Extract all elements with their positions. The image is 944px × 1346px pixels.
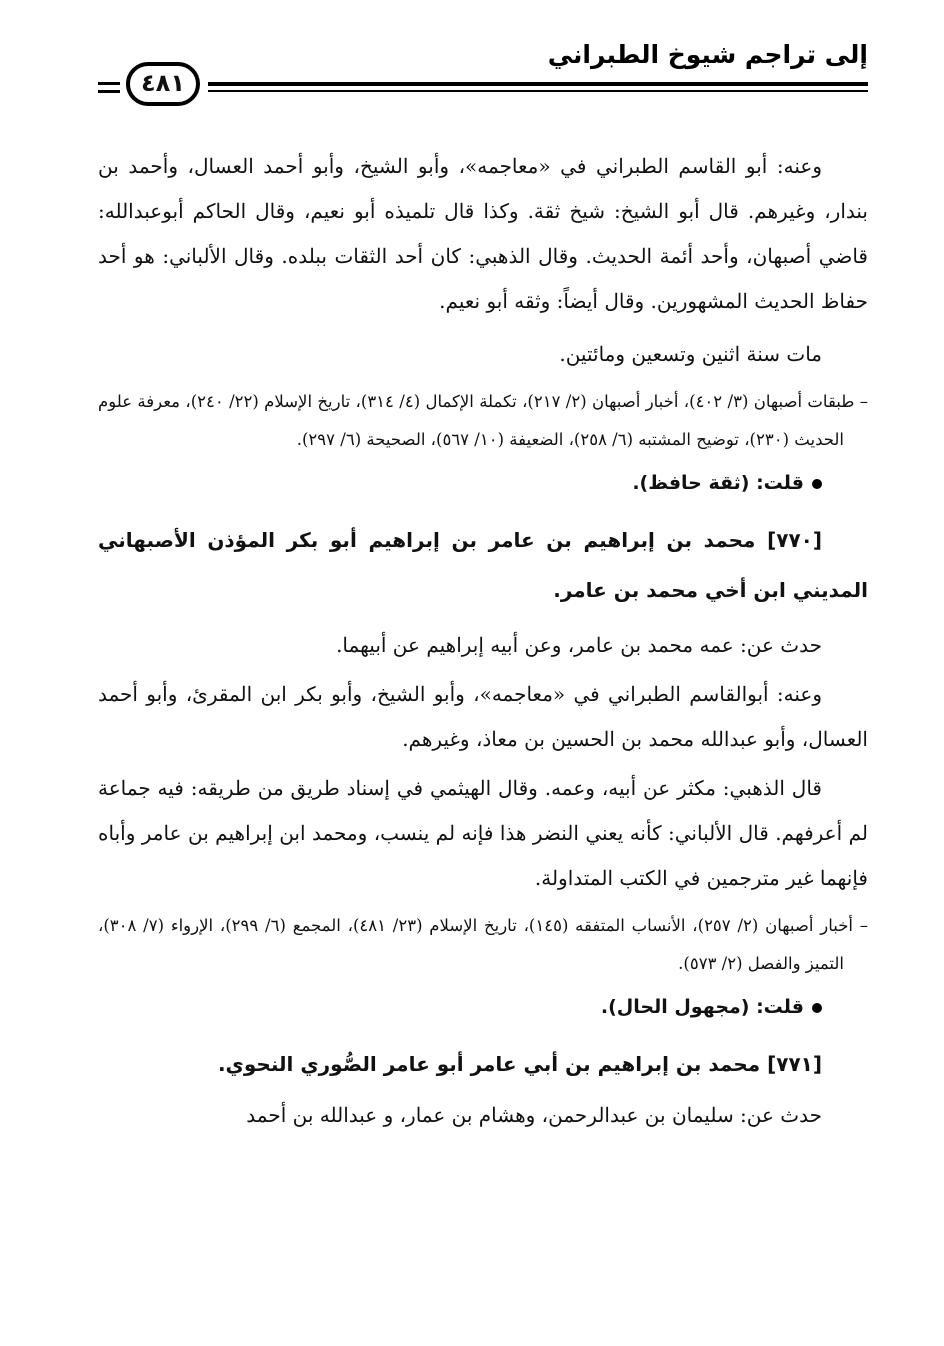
header-rule-stub: [98, 82, 120, 85]
page-body: [98, 144, 868, 1138]
verdict: [98, 461, 868, 505]
students-paragraph: وعنه: أبوالقاسم الطبراني في «معاجمه»، وأبو الشيخ، وأبو بكر ابن المقرئ، وأبو أحمد العسال، وأبو عبدالله محمد بن الحسين بن معاذ، وغيرهم.: [98, 682, 868, 751]
bullet-icon: [812, 479, 822, 489]
header-rule-stub: [98, 90, 120, 93]
header-rule-thick: [208, 82, 868, 86]
sources-list: – أخبار أصبهان (٢/ ٢٥٧)، الأنساب المتفقه (١٤٥)، تاريخ الإسلام (٢٣/ ٤٨١)، المجمع (٦/ ٢٩٩)، الإرواء (٧/ ٣٠٨)، التميز والفصل (٢/ ٥٧٣).: [98, 916, 869, 973]
verdict-text: قلت: (مجهول الحال).: [600, 996, 804, 1018]
page-header: [98, 38, 868, 108]
teachers-paragraph: حدث عن: عمه محمد بن عامر، وعن أبيه إبراهيم عن أبيهما.: [336, 633, 822, 657]
narrators-paragraph: وعنه: أبو القاسم الطبراني في «معاجمه»، وأبو الشيخ، وأبو أحمد العسال، وأحمد بن بندار، وغيرهم. قال أبو الشيخ: شيخ ثقة. وكذا قال تلميذه أبو نعيم، وقال الحاكم أبوعبدالله: قاضي أصبهان، وأحد أئمة الحديث. وقال الذهبي: كان أحد الثقات ببلده. وقال الألباني: هو أحد حفاظ الحديث المشهورين. وقال أيضاً: وثقه أبو نعيم.: [98, 154, 868, 313]
verdict-text: قلت: (ثقة حافظ).: [632, 472, 804, 494]
teachers-paragraph: حدث عن: سليمان بن عبدالرحمن، وهشام بن عمار، و عبدالله بن أحمد: [246, 1103, 822, 1127]
header-rule-thin: [208, 90, 868, 92]
death-paragraph: مات سنة اثنين وتسعين ومائتين.: [559, 342, 822, 366]
sources-list: – طبقات أصبهان (٣/ ٤٠٢)، أخبار أصبهان (٢/ ٢١٧)، تكملة الإكمال (٤/ ٣١٤)، تاريخ الإسلام (٢٢/ ٢٤٠)، معرفة علوم الحديث (٢٣٠)، توضيح المشتبه (٦/ ٢٥٨)، الضعيفة (١٠/ ٥٦٧)، الصحيحة (٦/ ٢٩٧).: [98, 392, 868, 449]
verdict: [98, 985, 868, 1029]
running-title: إلى تراجم شيوخ الطبراني: [547, 40, 868, 69]
entry-heading: [٧٧١] محمد بن إبراهيم بن أبي عامر أبو عامر الصُّوري النحوي.: [217, 1052, 822, 1076]
page-number: ٤٨١: [126, 62, 200, 106]
grading-paragraph: قال الذهبي: مكثر عن أبيه، وعمه. وقال الهيثمي في إسناد طريق من طريقه: فيه جماعة لم أعرفهم. قال الألباني: كأنه يعني النضر هذا فإنه لم ينسب، ومحمد ابن إبراهيم بن عامر وأباه فإنهما غير مترجمين في الكتب المتداولة.: [98, 776, 868, 890]
bullet-icon: [812, 1003, 822, 1013]
entry-heading: [٧٧٠] محمد بن إبراهيم بن عامر بن إبراهيم أبو بكر المؤذن الأصبهاني المديني ابن أخي محمد بن عامر.: [98, 528, 868, 602]
